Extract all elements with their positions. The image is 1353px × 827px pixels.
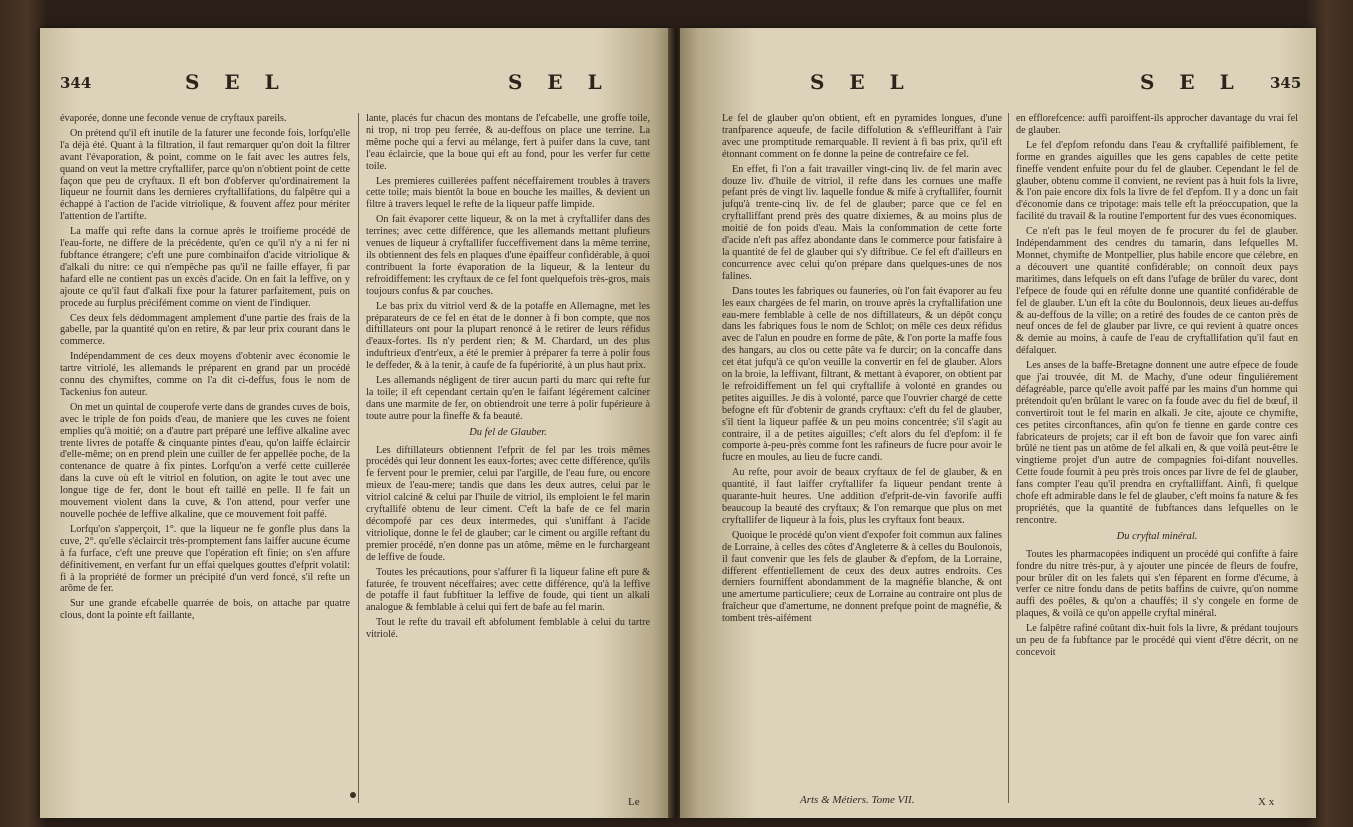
paragraph: Quoique le procédé qu'on vient d'expofer foit commun aux falines de Lorraine, à celles des côtes d'Angleterre & à celles du Boulonois, il faut convenir que les fels de glauber & d'epfom, de la Lorraine, different effentiellement de ceux des deux autres endroits. Ces derniers fourniffent abondamment de la magnéfie blanche, & ont une amertume particuliere; ceux de Lorraine au contraire ont plus de fraîcheur que d'amertume, ne donnent prefque point de magnéfie, & tombent très-aifément [722,529,1002,625]
running-head: S E L [810,70,913,94]
paragraph: Le falpêtre rafiné coûtant dix-huit fols la livre, & prédant toujours un peu de fa fubftance par le procédé qui vient d'être décrit, on ne concevoit [1016,623,1298,658]
left-page-header [40,72,672,96]
catchword: X x [1258,796,1275,808]
paragraph: Ces deux fels dédommagent amplement d'une partie des frais de la gabelle, par la quantité qu'on en retire, & par leur prix courant dans le commerce. [60,312,350,348]
paragraph: Les allemands négligent de tirer aucun parti du marc qui refte fur la toile; il eft cependant certain qu'en le faifant légérement calciner dans une marmite de fer, on obtiendroit une terre à polir fupérieure à toute autre pour la fineffe & fa beauté. [366,375,650,422]
column-rule [1008,113,1009,803]
paragraph: Les premieres cuillerées paffent néceffairement troubles à travers cette toile; mais bientôt la boue en bouche les mailles, & devient un filtre à travers lequel le refte de la liqueur paffe limpide. [366,175,650,211]
running-head: S E L [1140,70,1243,94]
paragraph: Toutes les précautions, pour s'affurer fi la liqueur faline eft pure & faturée, fe trouvent néceffaires; avec cette différence, qu'à la leffive de potaffe il faut fubftituer la leffive de foude, qui tient un alkali analogue & femblable à celui qui fert de bafe au fel marin. [366,566,650,614]
paragraph: lante, placés fur chacun des montans de l'efcabelle, une groffe toile, ni trop, ni trop peu ferrée, & au-deffous on place une terrine. La même poche qui a fervi au mélange, fert à puifer dans la cuve, tant l'eau éclaircie, que la boue qui eft au fond, pour les verfer fur cette toile. [366,113,650,172]
paragraph: On met un quintal de couperofe verte dans de grandes cuves de bois, avec le triple de fon poids d'eau, de maniere que les cuves ne foient emplies qu'à moitié; on a d'autre part préparé une leffive alkaline avec trente livres de potaffe & cinquante pintes d'eau, qu'on laiffe éclaircir d'elle-même; on en prend plein une cuiller de fer appellée poche, de la contenance de quatre à fix pintes. Lorfqu'on a verfé cette cuillerée dans la cuve où eft le vitriol en folution, on agite le tout avec une longue tige de fer, dont le bout eft taillé en pelle. Il fe fait un mouvement violent dans la cuve, & l'on attend, pour verfer une nouvelle pochée de leffive alkaline, que ce mouvement foit paffé. [60,401,350,520]
left-page [40,28,672,818]
paragraph: Toutes les pharmacopées indiquent un procédé qui confifte à faire fondre du nitre très-pur, à y ajouter une pincée de fleurs de foufre, pour brûler dit on les falets qui s'en féparent en forme d'écume, à verfer ce nitre fondu dans de petits baffins de cuivre, qu'on nomme auffi des poêles, & qu'on a chauffés; il s'y congele en forme de plaques, & voilà ce qu'on appelle cryftal minéral. [1016,548,1298,620]
running-head: S E L [185,70,288,94]
paragraph: Le fel d'epfom refondu dans l'eau & cryftallifé paifiblement, fe forme en grandes aiguilles que les gens capables de cette petite fineffe vendent enfuite pour du fel de glauber. Cependant le fel de glauber, obtenu comme il convient, ne revient pas à huit fols la livre, & l'on paie encore dix fols la livre de fel d'epfom. Il y a donc un fait d'économie dans ce tripotage: mais telle eft la préoccupation, que la facilité du travail & la routine l'emportent fur des vues économiques. [1016,139,1298,223]
paragraph: en efflorefcence: auffi paroiffent-ils approcher davantage du vrai fel de glauber. [1016,113,1298,136]
paragraph: évaporée, donne une feconde venue de cryftaux pareils. [60,113,287,124]
paragraph: Le bas prix du vitriol verd & de la potaffe en Allemagne, met les préparateurs de ce fel en état de le donner à fi bon compte, que nos diftillateurs ont pour la plupart renoncé à le retirer de leurs réfidus d'eaux-fortes. Ils n'y perdent rien; & M. Chardard, un des plus induftrieux d'entr'eux, a été le premier à préparer fa terre à polir fous le deffeder, & à la tenir, à caufe de fa fupériorité, à un plus haut prix. [366,300,650,372]
paragraph: Indépendamment de ces deux moyens d'obtenir avec économie le tartre vitriolé, les allemands le préparent en grand par un procédé connu des chymiftes, comme on l'a dit ci-deffus, fous le nom de Tackenius fon auteur. [60,351,350,398]
page-number-right: 345 [1270,74,1302,92]
running-head: S E L [508,70,611,94]
column-rule [358,113,359,803]
paragraph: Le fel de glauber qu'on obtient, eft en pyramides longues, d'une tranfparence aqueufe, de facile diffolution & s'effleuriffant à l'air avec une promptitude remarquable. Il revient à fi bas prix, qu'il eft étonnant comment on fe donne la peine de contrefaire ce fel. [722,113,1002,160]
paragraph: Dans toutes les fabriques ou fauneries, où l'on fait évaporer au feu les eaux chargées de fel marin, on trouve après la cryftallifation une eau-mere femblable à celle de nos diftillateurs, & un dépôt conçu dans les fabriques fous le nom de Schlot; on mêle ces deux réfidus avec de l'alun en poudre en forme de pâte, & l'on porte la maffe fous des hangars, au clos ou cette pâte va fe durcir; on la concaffe dans cet état jufqu'à ce qu'on veuille la convertir en fel de glauber. Alors on la broie, la leffivant, filtrant, & mettant à évaporer, on obtient par le refroidiffement un fel qui cryftallife à volonté en grandes ou petites aiguilles. Je dis à volonté, parce que l'ouvrier chargé de cette befogne eft fûr d'obtenir de grands cryftaux: c'eft du fel de glauber, s'il tient la liqueur paffée & un peu moins concentrée; s'il s'agit au contraire, il a de petites aiguilles; c'eft alors du fel d'epfom: il fe comporte à-peu-près comme font les rafineurs de fucre pour avoir le fucre en moules, au lieu de fucre candi. [722,285,1002,464]
paragraph: Les anses de la baffe-Bretagne donnent une autre efpece de foude que j'ai trouvée, dit M. de Machy, d'une odeur finguliérement défagréable, parce qu'elle avoit paffé par les mains d'un homme qui prétendoit qu'en brûlant le varec on fa foude avec du fiel de bœuf, il convertiroit tout le fel marin en alkali. Je cite, ajoute ce chymifte, ces petites circonftances, afin qu'on fe tienne en garde contre ces fabricateurs de projets; car il eft bon de favoir que fon varec ainfi brûlé ne tient pas un atôme de fel alkali en, & que voilà peut-être le vingtieme projet d'un autre de compagnies foi-difant nouvelles. Cette foude fournit à peu près trois onces par livre de fel de glauber, fans compter l'eau qu'il prendra en cryftalliffant. Ainfi, fi quelque chofe eft admirable dans le fel de glauber, c'eft moins fa nature & fes propriétés, que la quantité de fubftances dans lefquelles on le rencontre. [1016,360,1298,526]
paragraph: On fait évaporer cette liqueur, & on la met à cryftallifer dans des terrines; avec cette différence, que les allemands mettant plufieurs venues de liqueur à cryftallifer fucceffivement dans la même terrine, ils obtiennent des fels en plaques d'une épaiffeur confidérable, à quoi contribuent la forte évaporation de la liqueur, & la lenteur du refroidiffement: les cryftaux de ce fel font quelquefois très-gros, mais toujours confus & par couches. [366,214,650,297]
signature-footer: Arts & Métiers. Tome VII. [800,794,915,806]
paragraph: La maffe qui refte dans la cornue après le troifieme procédé de l'eau-forte, ne differe de la précédente, qu'en ce qu'il n'y a ni fer ni fubftance étrangere; c'eft une pure combinaifon d'acide vitriolique & d'alkali du nitre: ce qui n'empêche pas qu'il ne faille effayer, fi par hafard elle ne contient pas un excès d'acide. On en fait la leffive, on y ajoute ce qu'il faut d'alkali fixe pour la faturer parfaitement, puis on procede au furplus précifément comme on vient de l'indiquer. [60,226,350,309]
ornament-dot [350,792,356,798]
paragraph: Lorfqu'on s'apperçoit, 1°. que la liqueur ne fe gonfle plus dans la cuve, 2°. qu'elle s'éclaircit très-promptement fans laiffer aucune écume à fa furface, c'eft une preuve que l'opération eft finie; on s'en affure définitivement, en verfant fur un effai quelques gouttes d'efprit volatil: fi à la propriété de former un précipité d'un verd foncé, s'il refte un arôme de fer. [60,523,350,595]
page-number-left: 344 [60,74,92,92]
paragraph: Sur une grande efcabelle quarrée de bois, on attache par quatre clous, dont la pointe eft faillante, [60,598,350,622]
paragraph: Les diftillateurs obtiennent l'efprit de fel par les trois mêmes procédés qui leur donnent les eaux-fortes; avec cette différence, qu'ils fe fervent pour le premier, celui par l'argille, de l'eau fure, ou encore mieux de l'eau-mere; tandis que dans les deux autres, celui par le vitriol calciné & celui par l'huile de vitriol, ils emploient le fel marin cryftallifé obtenu de leur ciment. C'eft la bafe de ce fel marin décompofé par ces deux intermedes, qui s'uniffant à l'acide vitriolique, donne le fel de glauber; car le ciment ou argille reftant du premier procédé, n'en donne pas un atôme, même en le furchargeant de leffive de foude. [366,444,650,563]
right-page-column-1 [722,113,1002,813]
catchword: Le [628,796,640,808]
right-page-header [680,72,1316,96]
right-page [680,28,1316,818]
left-page-column-1 [60,113,350,813]
paragraph: On prétend qu'il eft inutile de la faturer une feconde fois, lorfqu'elle l'a déjà été. Quant à la filtration, il faut remarquer qu'on doit la filtrer avant l'évaporation, & point, comme on le fait avec les autres fels, quand on veut la mettre cryftallifer, parce qu'on n'obtient point de cette façon que peu de cryftaux. Il eft bon d'obferver qu'ordinairement la liqueur ne fournit dans les dernieres cryftallifations, du falpêtre qui a échappé à l'action de l'acide vitriolique, & fouvent affez pour mériter l'attention de l'artifte. [60,127,350,223]
paragraph: Tout le refte du travail eft abfolument femblable à celui du tartre vitriolé. [366,617,650,641]
left-page-column-2 [366,113,650,813]
right-page-column-2 [1016,113,1298,813]
section-heading: Du cryftal minéral. [1116,530,1198,542]
section-heading: Du fel de Glauber. [469,426,547,438]
paragraph: Au refte, pour avoir de beaux cryftaux de fel de glauber, & en quantité, il faut laiffer cryftallifer fa liqueur pendant trente à quarante-huit heures. Une addition d'efprit-de-vin favorife auffi beaucoup la beauté des cryftaux; & l'on remarque que plus on met cryftallifer de liqueur à la fois, plus les cryftaux font beaux. [722,467,1002,526]
paragraph: Ce n'eft pas le feul moyen de fe procurer du fel de glauber. Indépendamment des cendres du tamarin, dans lefquelles M. Monnet, chymifte de Montpellier, plus habile encore que célebre, en a découvert une quantité confidérable; on connoît deux pays maritimes, dans lefquels on eft dans l'ufage de brûler du varec, dont l'efpece de foude qui en réfulte donne une quantité confidérable de fel de glauber. L'un eft la côte du Boulonnois, deux lieues au-deffus & au-deffous de la ville; on a retiré des foudes de ce canton près de neuf onces de fel de glauber par livre, ce qui revient à quatre onces & demie au moins, à caufe de l'eau de cryftallifation qu'il faut en défalquer. [1016,226,1298,357]
paragraph: En effet, fi l'on a fait travailler vingt-cinq liv. de fel marin avec douze liv. d'huile de vitriol, il refte dans les cornues une maffe pefant près de vingt liv. laquelle fondue & mife à cryftallifer, fournit jufqu'à trente-cinq liv. de fel de glauber; parce que ce fel en cryftalliffant prend près des quatre dixiemes, & au moins plus de moitié de fon poids d'eau. Mais la confommation de cette forte d'acide n'eft pas affez abondante dans le commerce pour fatisfaire à la quantité de fel de glauber qui s'y diftribue. Ce fel eft d'ailleurs en concurrence avec celui qu'on prépare dans quelques-unes de nos falines. [722,163,1002,282]
